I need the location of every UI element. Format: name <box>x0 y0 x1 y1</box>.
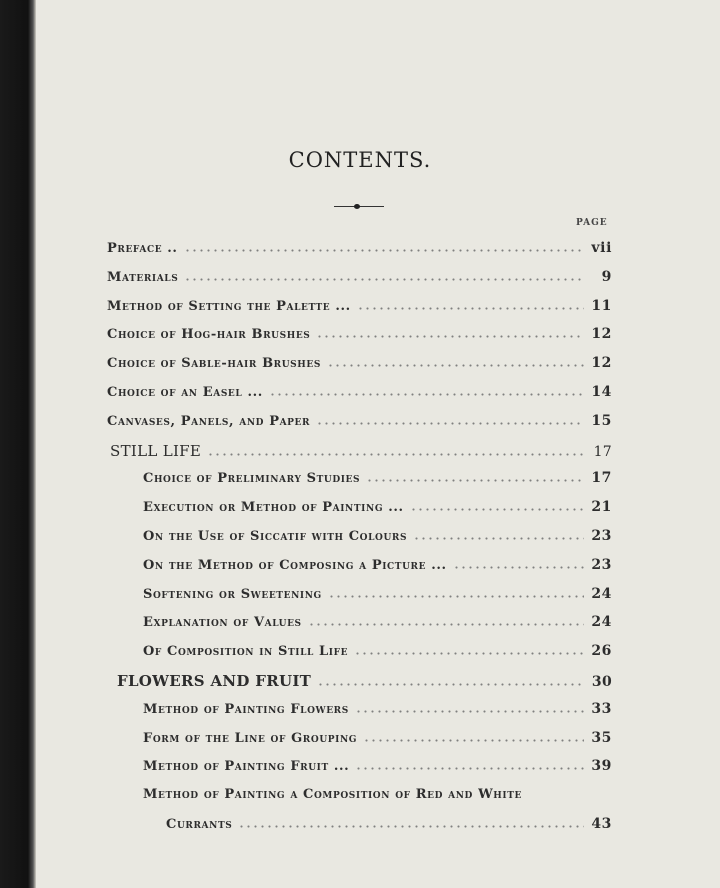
ornamental-divider <box>334 206 384 207</box>
dot-leader <box>184 278 584 281</box>
contents-heading: CONTENTS. <box>288 148 432 172</box>
page-title <box>0 148 720 172</box>
toc-entry <box>107 413 612 435</box>
toc-entry-page: 33 <box>591 700 612 717</box>
toc-entry <box>107 298 612 320</box>
toc-entry-page: 23 <box>591 556 612 573</box>
toc-entry-title: On the Use of Siccatif with Colours <box>143 529 408 544</box>
toc-entry-title: Choice of Preliminary Studies <box>143 471 361 487</box>
dot-leader <box>316 422 584 425</box>
toc-entry <box>143 787 612 809</box>
toc-entry-title: Method of Setting the Palette ... <box>107 298 351 314</box>
page-column-label: PAGE <box>576 218 608 228</box>
toc-entry-title: Form of the Line of Grouping <box>143 730 358 746</box>
toc-entry-title: Preface .. <box>107 241 178 256</box>
toc-entry-page: 11 <box>591 297 612 314</box>
dot-leader <box>413 537 584 540</box>
toc-entry-title: Method of Painting a Composition of Red and White <box>143 787 522 803</box>
toc-entry-page: 26 <box>591 643 612 660</box>
toc-entry <box>117 672 612 694</box>
toc-entry-title: Choice of Sable-hair Brushes <box>107 356 321 372</box>
dot-leader <box>363 739 584 742</box>
toc-entry-page: 14 <box>591 384 612 400</box>
dot-leader <box>528 795 584 798</box>
toc-entry-title: STILL LIFE <box>110 441 202 460</box>
toc-entry-title: Canvases, Panels, and Paper <box>107 413 311 429</box>
dot-leader <box>238 825 584 828</box>
toc-entry <box>143 614 612 636</box>
toc-entry <box>143 643 612 665</box>
dot-leader <box>366 479 584 482</box>
dot-leader <box>453 566 584 569</box>
toc-entry-page: 43 <box>591 816 612 832</box>
dot-leader <box>316 335 584 338</box>
toc-entry <box>107 269 612 291</box>
toc-entry <box>107 384 612 406</box>
toc-entry <box>143 586 612 608</box>
toc-entry <box>143 470 612 492</box>
dot-leader <box>354 652 584 655</box>
toc-entry <box>143 730 612 752</box>
toc-entry <box>143 701 612 723</box>
book-spine-shadow <box>0 0 36 888</box>
toc-entry <box>107 240 612 262</box>
dot-leader <box>328 595 584 598</box>
dot-leader <box>308 623 584 626</box>
toc-entry <box>166 816 612 838</box>
toc-entry-page: 9 <box>601 268 612 285</box>
toc-entry-title: FLOWERS AND FRUIT <box>117 672 312 690</box>
dot-leader <box>184 249 584 252</box>
toc-entry-page: 39 <box>591 758 612 775</box>
toc-entry <box>110 442 612 464</box>
toc-entry-page: 17 <box>593 443 612 460</box>
toc-entry-page: 24 <box>591 585 612 602</box>
toc-entry-page: 23 <box>591 528 612 544</box>
dot-leader <box>317 683 584 686</box>
dot-leader <box>357 307 584 310</box>
toc-entry-title: Method of Painting Fruit ... <box>143 759 350 775</box>
toc-entry <box>107 355 612 377</box>
dot-leader <box>410 508 584 511</box>
toc-entry-title: Choice of an Easel ... <box>107 385 263 400</box>
toc-entry-title: Of Composition in Still Life <box>143 644 349 660</box>
toc-entry-title: Method of Painting Flowers <box>143 701 349 717</box>
dot-leader <box>355 767 584 770</box>
toc-entry-title: On the Method of Composing a Picture ... <box>143 557 447 573</box>
toc-entry-page: vii <box>591 240 612 256</box>
toc-entry-title: Choice of Hog-hair Brushes <box>107 327 311 343</box>
toc-entry-page: 15 <box>591 412 612 429</box>
toc-entry-title: Currants <box>166 817 233 832</box>
toc-entry-page: 12 <box>591 355 612 372</box>
toc-entry-page: 21 <box>591 499 612 516</box>
toc-entry <box>143 557 612 579</box>
dot-leader <box>207 453 584 456</box>
dot-leader <box>269 393 584 396</box>
toc-entry-page: 17 <box>591 470 612 487</box>
toc-entry-title: Materials <box>107 269 179 285</box>
toc-entry <box>143 499 612 521</box>
toc-entry <box>107 326 612 348</box>
toc-entry-page: 35 <box>591 729 612 746</box>
toc-entry <box>143 528 612 550</box>
dot-leader <box>327 364 584 367</box>
toc-entry-page: 12 <box>591 326 612 343</box>
toc-entry-title: Execution or Method of Painting ... <box>143 500 404 516</box>
toc-entry <box>143 758 612 780</box>
toc-entry-title: Softening or Sweetening <box>143 586 322 602</box>
toc-entry-title: Explanation of Values <box>143 615 302 631</box>
toc-entry-page: 24 <box>591 614 612 631</box>
toc-entry-page: 30 <box>591 674 612 690</box>
dot-leader <box>355 710 584 713</box>
